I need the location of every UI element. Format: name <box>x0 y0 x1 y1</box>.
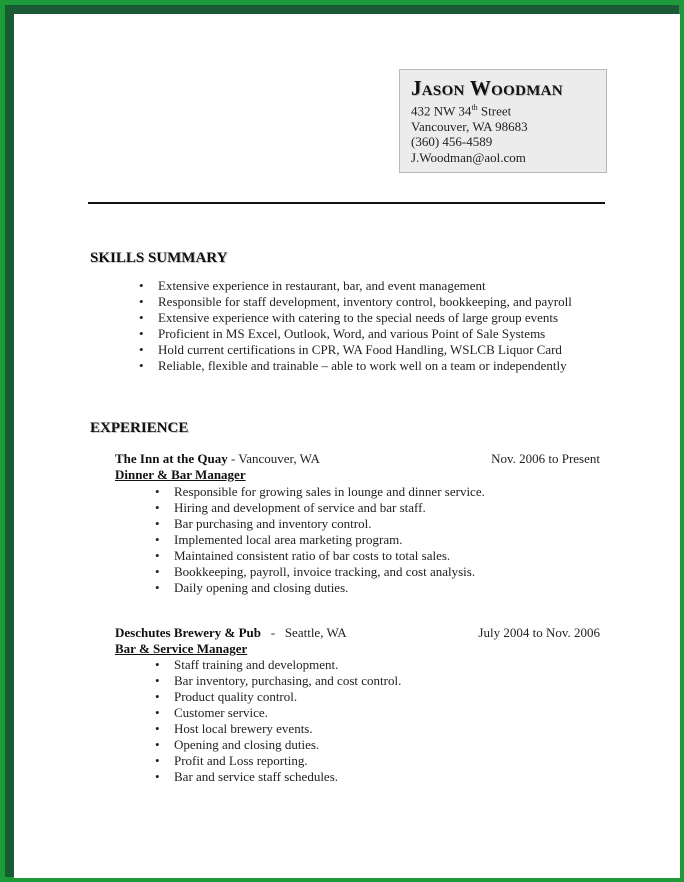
skills-list <box>139 278 572 374</box>
duty-text: Host local brewery events. <box>174 721 313 736</box>
bullet-icon: • <box>155 737 160 752</box>
address-sup: th <box>471 103 478 112</box>
bullet-icon: • <box>155 532 160 547</box>
list-item <box>155 564 485 580</box>
duty-text: Bar and service staff schedules. <box>174 769 339 784</box>
experience-heading: EXPERIENCE <box>90 420 189 436</box>
bullet-icon: • <box>155 484 160 499</box>
bullet-icon: • <box>139 294 144 309</box>
applicant-name: Jason Woodman <box>411 76 563 100</box>
list-item <box>155 548 485 564</box>
duty-text: Profit and Loss reporting. <box>174 753 308 768</box>
list-item <box>155 484 485 500</box>
skills-heading: SKILLS SUMMARY <box>90 250 228 266</box>
bullet-icon: • <box>155 580 160 595</box>
bullet-icon: • <box>155 769 160 784</box>
list-item <box>155 769 401 785</box>
duty-text: Hiring and development of service and bar staff. <box>174 500 426 515</box>
bullet-icon: • <box>155 689 160 704</box>
list-item <box>155 737 401 753</box>
list-item <box>139 342 572 358</box>
skill-text: Extensive experience in restaurant, bar, and event management <box>158 278 486 293</box>
duty-text: Bookkeeping, payroll, invoice tracking, and cost analysis. <box>174 564 476 579</box>
bullet-icon: • <box>155 657 160 672</box>
address-suffix: Street <box>477 103 512 119</box>
duty-text: Responsible for growing sales in lounge and dinner service. <box>174 484 485 499</box>
job-location: - Vancouver, WA <box>227 451 320 466</box>
list-item <box>155 721 401 737</box>
bullet-icon: • <box>139 342 144 357</box>
header-divider <box>88 202 605 204</box>
job-role: Bar & Service Manager <box>115 641 248 656</box>
bullet-icon: • <box>155 548 160 563</box>
duty-text: Customer service. <box>174 705 268 720</box>
duty-text: Staff training and development. <box>174 657 339 672</box>
list-item <box>155 689 401 705</box>
list-item <box>139 278 572 294</box>
duty-text: Implemented local area marketing program. <box>174 532 403 547</box>
bullet-icon: • <box>155 564 160 579</box>
skill-text: Reliable, flexible and trainable – able to work well on a team or independently <box>158 358 567 373</box>
list-item <box>139 310 572 326</box>
list-item <box>139 326 572 342</box>
job-header <box>115 451 320 467</box>
job-dates: July 2004 to Nov. 2006 <box>478 625 600 640</box>
list-item <box>155 657 401 673</box>
address-line <box>411 100 606 119</box>
bullet-icon: • <box>155 705 160 720</box>
job-location: - Seattle, WA <box>261 625 347 640</box>
email-line: J.Woodman@aol.com <box>411 149 526 165</box>
bullet-icon: • <box>155 516 160 531</box>
job-header <box>115 625 347 641</box>
phone-line: (360) 456-4589 <box>411 134 493 150</box>
contact-box <box>399 69 607 173</box>
resume-page <box>14 14 680 878</box>
skill-text: Hold current certifications in CPR, WA Food Handling, WSLCB Liquor Card <box>158 342 562 357</box>
duties-list <box>155 657 401 785</box>
outer-frame <box>5 5 679 877</box>
employer-name: The Inn at the Quay <box>115 451 228 466</box>
skill-text: Proficient in MS Excel, Outlook, Word, and various Point of Sale Systems <box>158 326 546 341</box>
list-item <box>155 753 401 769</box>
duty-text: Product quality control. <box>174 689 298 704</box>
duty-text: Bar purchasing and inventory control. <box>174 516 372 531</box>
address-prefix: 432 NW 34 <box>411 103 472 119</box>
bullet-icon: • <box>155 721 160 736</box>
bullet-icon: • <box>139 278 144 293</box>
list-item <box>155 580 485 596</box>
duties-list <box>155 484 485 596</box>
list-item <box>155 705 401 721</box>
duty-text: Daily opening and closing duties. <box>174 580 349 595</box>
skill-text: Extensive experience with catering to the special needs of large group events <box>158 310 559 325</box>
list-item <box>155 500 485 516</box>
bullet-icon: • <box>139 326 144 341</box>
employer-name: Deschutes Brewery & Pub <box>115 625 261 640</box>
bullet-icon: • <box>139 310 144 325</box>
job-role: Dinner & Bar Manager <box>115 467 246 482</box>
list-item <box>155 516 485 532</box>
job-dates: Nov. 2006 to Present <box>491 451 600 466</box>
duty-text: Bar inventory, purchasing, and cost control. <box>174 673 402 688</box>
duty-text: Opening and closing duties. <box>174 737 320 752</box>
bullet-icon: • <box>155 753 160 768</box>
list-item <box>155 532 485 548</box>
bullet-icon: • <box>155 673 160 688</box>
bullet-icon: • <box>139 358 144 373</box>
list-item <box>139 358 572 374</box>
list-item <box>155 673 401 689</box>
duty-text: Maintained consistent ratio of bar costs to total sales. <box>174 548 451 563</box>
list-item <box>139 294 572 310</box>
city-line: Vancouver, WA 98683 <box>411 118 528 134</box>
skill-text: Responsible for staff development, inventory control, bookkeeping, and payroll <box>158 294 572 309</box>
bullet-icon: • <box>155 500 160 515</box>
